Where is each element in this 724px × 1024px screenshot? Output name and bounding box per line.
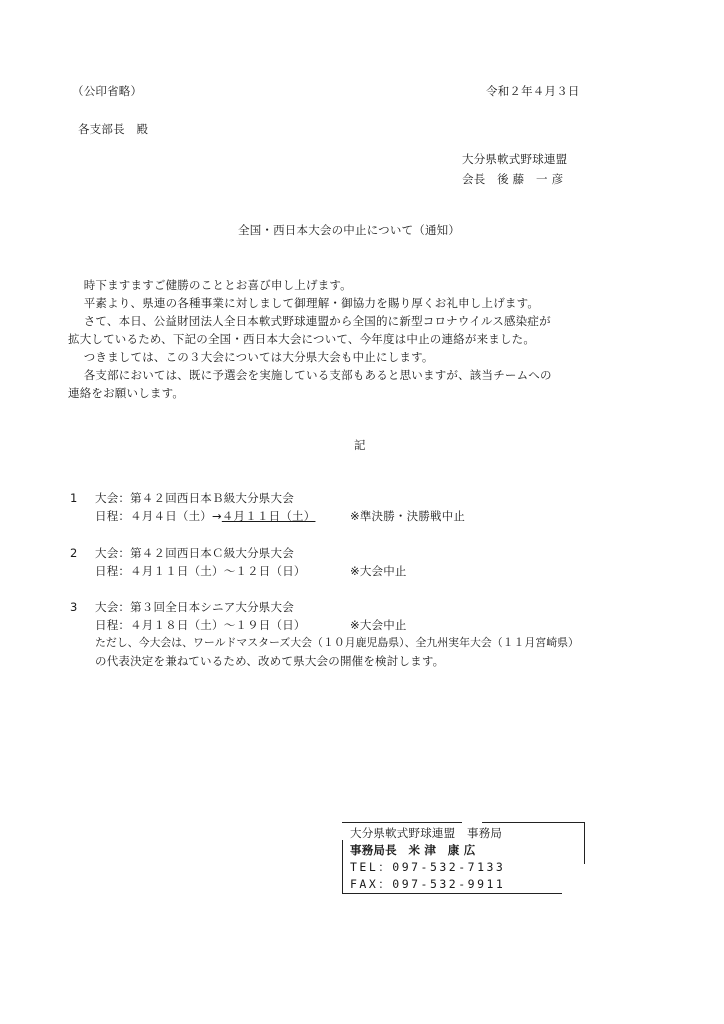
box-border bbox=[342, 840, 343, 894]
addressee: 各支部長 殿 bbox=[78, 122, 149, 136]
event-note: ※大会中止 bbox=[350, 564, 407, 578]
event-schedule bbox=[95, 509, 315, 523]
contact-person: 事務局長 米 津 康 広 bbox=[350, 843, 476, 857]
box-border bbox=[584, 822, 585, 864]
item-number: 1 bbox=[70, 491, 78, 505]
body-line: さて、本日、公益財団法人全日本軟式野球連盟から全国的に新型コロナウイルス感染症が bbox=[72, 314, 551, 328]
sender-organization: 大分県軟式野球連盟 bbox=[462, 152, 568, 166]
contact-organization: 大分県軟式野球連盟 事務局 bbox=[350, 826, 503, 840]
body-line: 拡大しているため、下記の全国・西日本大会について、今年度は中止の連絡が来ました。 bbox=[68, 332, 536, 346]
event-name: 大会：第３回全日本シニア大分県大会 bbox=[95, 600, 294, 614]
event-note: ※大会中止 bbox=[350, 618, 407, 632]
body-line: 時下ますますご健勝のこととお喜び申し上げます。 bbox=[72, 278, 352, 292]
item-number: 3 bbox=[70, 600, 78, 614]
event-name: 大会：第４２回西日本Ｃ級大分県大会 bbox=[95, 546, 294, 560]
body-line: 連絡をお願いします。 bbox=[68, 386, 185, 400]
contact-box bbox=[342, 822, 585, 894]
item-number: 2 bbox=[70, 546, 78, 560]
box-border bbox=[342, 893, 562, 894]
contact-fax: FAX：097-532-9911 bbox=[350, 877, 506, 891]
document-title: 全国・西日本大会の中止について（通知） bbox=[238, 223, 461, 237]
box-border bbox=[342, 822, 462, 823]
body-line: 平素より、県連の各種事業に対しまして御理解・御協力を賜り厚くお礼申し上げます。 bbox=[72, 296, 540, 310]
event-schedule: 日程：４月１８日（土）～１９日（日） bbox=[95, 618, 306, 632]
schedule-prefix: 日程：４月４日（土）→ bbox=[95, 509, 222, 523]
body-line: つきましては、この３大会については大分県大会も中止にします。 bbox=[72, 350, 434, 364]
sender-name: 会長 後 藤 一 彦 bbox=[462, 172, 564, 186]
contact-tel: TEL：097-532-7133 bbox=[350, 860, 506, 874]
event-remark: の代表決定を兼ねているため、改めて県大会の開催を検討します。 bbox=[95, 654, 445, 668]
event-schedule: 日程：４月１１日（土）～１２日（日） bbox=[95, 564, 306, 578]
seal-omitted-note: （公印省略） bbox=[72, 84, 143, 98]
document-date: 令和２年４月３日 bbox=[486, 84, 580, 98]
box-border bbox=[482, 822, 585, 823]
schedule-changed-date: ４月１１日（土） bbox=[221, 509, 316, 523]
event-name: 大会：第４２回西日本Ｂ級大分県大会 bbox=[95, 491, 294, 505]
event-note: ※準決勝・決勝戦中止 bbox=[350, 509, 466, 523]
ki-heading: 記 bbox=[354, 438, 366, 452]
body-line: 各支部においては、既に予選会を実施している支部もあると思いますが、該当チームへの bbox=[72, 368, 552, 382]
event-remark: ただし、今大会は、ワールドマスターズ大会（１０月鹿児島県）、全九州実年大会（１１月宮崎県） bbox=[95, 636, 579, 649]
